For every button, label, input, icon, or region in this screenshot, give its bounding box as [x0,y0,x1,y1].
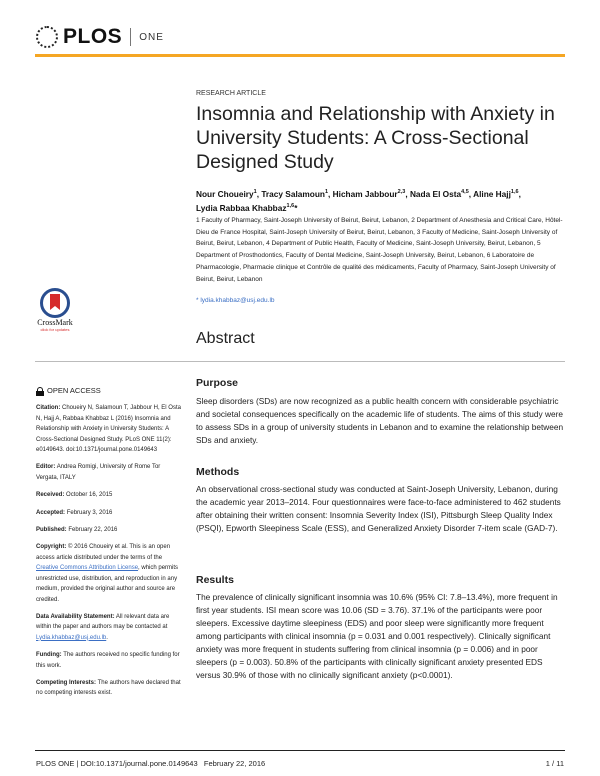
license-link[interactable]: Creative Commons Attribution License [36,565,139,572]
author: Aline Hajj$^{1,6}$ [473,188,519,199]
funding: Funding: The authors received no specific funding for this work. [36,652,180,669]
page-number: 1 / 11 [545,759,564,768]
footer-rule [35,750,565,751]
plos-globe-icon [36,26,58,48]
author-list: Nour Choueiry$^1$, Tracy Salamoun$^1$, Hicham Jabbour$^{2,3}$, Nada El Osta$^{4,5}$, Aline Hajj$^{1,6}$, Lydia Rabbaa Khabbaz$^{1,6}$* [196,188,521,214]
corresponding-email-link[interactable]: * lydia.khabbaz@usj.edu.lb [196,297,275,304]
author: Nour Choueiry$^1$ [196,188,257,199]
logo-journal-text: ONE [139,31,164,43]
section-divider [35,361,565,362]
article-title: Insomnia and Relationship with Anxiety in University Students: A Cross-Sectional Designed Study [196,103,555,173]
abstract-heading: Abstract [196,330,255,347]
author: Tracy Salamoun$^1$ [261,188,329,199]
author: Lydia Rabbaa Khabbaz$^{1,6}$* [196,203,298,214]
copyright: Copyright: © 2016 Choueiry et al. This is an open access article distributed under the terms of the Creative Commons Attribution License, which permits unrestricted use, distribution, and reproduction in any medium, provided the original author and source are credited. [36,544,179,603]
footer-citation: PLOS ONE | DOI:10.1371/journal.pone.0149643 February 22, 2016 [36,759,266,768]
article-type: RESEARCH ARTICLE [196,90,266,97]
received-date: Received: October 16, 2015 [36,492,113,499]
article-info-sidebar [36,386,181,706]
accepted-date: Accepted: February 3, 2016 [36,509,113,516]
open-lock-icon [36,387,44,396]
crossmark-icon [40,288,70,318]
crossmark-badge[interactable] [33,288,77,332]
data-contact-email-link[interactable]: Lydia.khabbaz@usj.edu.lb [36,634,107,641]
published-date: Published: February 22, 2016 [36,527,118,534]
methods-heading: Methods [196,466,240,478]
author: Hicham Jabbour$^{2,3}$ [332,188,406,199]
competing-interests: Competing Interests: The authors have declared that no competing interests exist. [36,679,181,697]
affiliations: 1 Faculty of Pharmacy, Saint-Joseph University of Beirut, Beirut, Lebanon, 2 Department of Anesthesia and Critical Care, Hôtel-Dieu de France Hospital, Saint-Joseph University of Beirut, Beirut, Lebanon, 3 Faculty of Medicine, Saint-Joseph University of Beirut, Beirut, Lebanon, 4 Department of Public Health, Faculty of Medicine, Saint-Joseph University, Beirut, Lebanon, 5 Department of Prosthodontics, Faculty of Dental Medicine, Saint-Joseph University, Beirut, Lebanon, 6 Laboratoire de Pharmacologie, Pharmacie clinique et Contrôle de qualité des médicaments, Faculty of Pharmacy, Saint-Joseph University of Beirut, Beirut, Lebanon [196,217,563,283]
plos-one-logo [36,25,164,49]
header-rule [35,54,565,57]
logo-plos-text: PLOS [63,25,123,48]
crossmark-title: CrossMark [37,318,73,327]
data-availability: Data Availability Statement: All relevant data are within the paper and authors may be contacted at Lydia.khabbaz@usj.edu.lb. [36,613,170,641]
results-heading: Results [196,574,234,586]
open-access-label: OPEN ACCESS [36,386,181,396]
crossmark-subtitle: click for updates [40,327,70,332]
purpose-text: Sleep disorders (SDs) are now recognized as a public health concern with considerable psychiatric and societal consequences specifically on the academic life of students. The aims of this study were to assess SDs in a group of university students in Lebanon and to examine the relationship between SDs and anxiety. [196,396,564,445]
methods-text: An observational cross-sectional study was conducted at Saint-Joseph University, Lebanon, during the academic year 2013–2014. Four questionnaires were face-to-face administered to 462 students after obtaining their written consent: Insomnia Severity Index (ISI), Pittsburgh Sleep Quality Index (PSQI), Epworth Sleepiness Scale (ESS), and Generalized Anxiety Disorder 7-item scale (GAD-7). [196,484,561,533]
results-text: The prevalence of clinically significant insomnia was 10.6% (95% CI: 7.8–13.4%), more frequent in first year students. ISI mean score was 10.06 (SD = 3.76). 37.1% of the participants were poor sleepers. Excessive daytime sleepiness (EDS) and poor sleep were significantly more frequent among participants with clinical insomnia (p = 0.031 and 0.001 respectively). Clinically significant anxiety was more frequent in students suffering from clinical insomnia (p = 0.006) and in poor sleepers (p = 0.003). 50.8% of the participants with clinically significant anxiety presented EDS versus 30.9% of those with no clinically significant anxiety (p<0.0001). [196,592,558,680]
citation: Citation: Choueiry N, Salamoun T, Jabbour H, El Osta N, Hajj A, Rabbaa Khabbaz L (2016) Insomnia and Relationship with Anxiety in University Students: A Cross-Sectional Designed Study. PLoS ONE 11(2): e0149643. doi:10.1371/journal.pone.0149643 [36,405,181,454]
purpose-heading: Purpose [196,377,239,389]
logo-divider [130,28,131,46]
editor: Editor: Andrea Romigi, University of Rome Tor Vergata, ITALY [36,464,161,481]
author: Nada El Osta$^{4,5}$ [409,188,469,199]
